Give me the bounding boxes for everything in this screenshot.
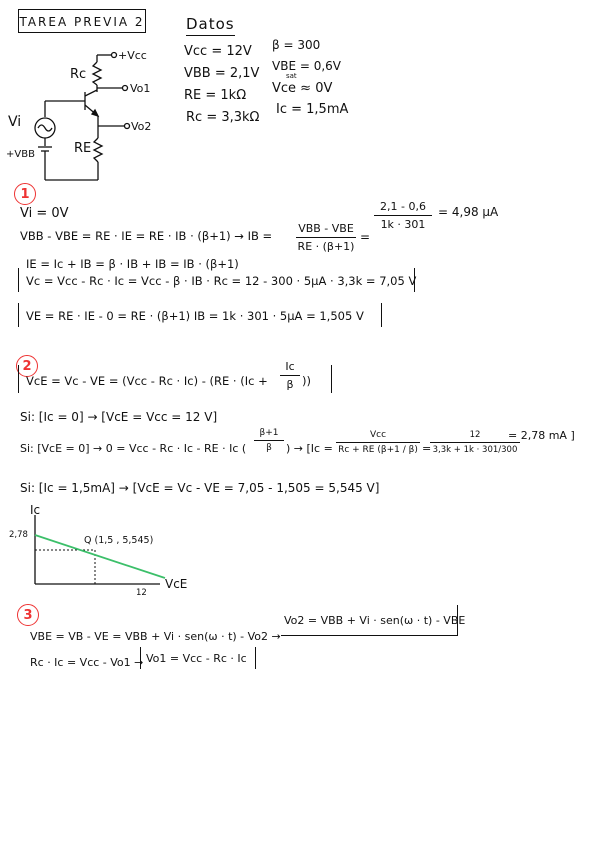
datos-vce-sat: Vce ≈ 0V [272,81,333,96]
datos-ic: Ic = 1,5mA [276,102,349,117]
section-3-number: 3 [17,604,39,626]
s2-line-ic-zero: Si: [Ic = 0] → [VcE = Vcc = 12 V] [20,410,218,424]
datos-vcc: Vcc = 12V [184,44,252,59]
s2-line-ic-open: ) → [Ic = [286,442,333,455]
s3-vo2-result: Vo2 = VBB + Vi · sen(ω · t) - VBE [284,614,466,627]
datos-heading: Datos [186,15,235,33]
s1-line-ve: VE = RE · IE - 0 = RE · (β+1) IB = 1k · 301 · 5μA = 1,505 V [26,309,364,323]
graph-q-label: Q (1,5 , 5,545) [84,535,154,546]
s1-line-ib-derivation: VBB - VBE = RE · IE = RE · IB · (β+1) → IB = [20,229,273,243]
s1-line-vc: Vc = Vcc - Rc · Ic = Vcc - β · IB · Rc = 12 - 300 · 5μA · 3,3k = 7,05 V [26,274,417,288]
s1-line-vi: Vi = 0V [20,206,69,221]
graph-x-label: VcE [165,577,188,591]
circuit-vi-label: Vi [8,114,22,130]
section-1-number: 1 [14,183,36,205]
s2-line-vce-zero: Si: [VcE = 0] → 0 = Vcc - Rc · Ic - RE · Ic ( [20,442,247,455]
graph-x-tick: 12 [136,588,147,598]
graph-y-tick: 2,78 [9,530,28,540]
s1-line-ie: IE = Ic + IB = β · IB + IB = IB · (β+1) [26,257,239,271]
s2-ic-result: = 2,78 mA ] [508,429,575,442]
s3-line-rc-ic: Rc · Ic = Vcc - Vo1 → [30,656,144,669]
s2-fraction-beta: $\frac{\beta+1}{\beta}$ [254,428,284,453]
graph-y-label: Ic [30,503,41,517]
s2-fraction-ic-symbolic: Vcc Rc + RE (β+1 / β) [336,430,420,455]
s3-line-vbe: VBE = VB - VE = VBB + Vi · sen(ω · t) - Vo2 → [30,630,281,643]
s1-fraction-symbolic: VBB - VBE RE · (β+1) [297,222,355,253]
s2-line-q-point: Si: [Ic = 1,5mA] → [VcE = Vc - VE = 7,05 - 1,505 = 5,545 V] [20,481,380,495]
circuit-vbb-label: +VBB [6,149,35,160]
page-title: TAREA PREVIA 2 [18,9,146,33]
datos-rc: Rc = 3,3kΩ [186,110,260,125]
circuit-re-label: RE [74,141,92,156]
s3-vo1-result: Vo1 = Vcc - Rc · Ic [146,652,247,665]
s1-fraction-numeric: $\frac{2,1 - 0,6}{1k \cdot 301}$ [374,200,432,231]
datos-re: RE = 1kΩ [184,88,247,103]
s1-ib-result: = 4,98 μA [438,205,499,219]
s1-equals: = [360,230,371,244]
circuit-vo2-label: Vo2 [131,120,152,133]
s2-line-vce-close: )) [302,374,311,388]
datos-vce-sat-sup: sat [286,72,297,80]
datos-beta: β = 300 [272,38,321,52]
circuit-vcc-label: +Vcc [118,49,147,62]
section-2-number: 2 [16,355,38,377]
datos-vbe: VBE = 0,6V [272,59,341,73]
s2-line-vce: VcE = Vc - VE = (Vcc - Rc · Ic) - (RE · (Ic + [26,374,268,388]
circuit-vo1-label: Vo1 [130,82,151,95]
datos-vbb: VBB = 2,1V [184,66,260,81]
s2-equals: = [422,442,432,455]
s2-fraction-ic-numeric: $\frac{12}{3,3k + 1k \cdot 301/300}$ [430,430,520,455]
circuit-rc-label: Rc [70,67,87,82]
s2-fraction-ic-beta: $\frac{Ic}{\beta}$ [280,360,300,391]
